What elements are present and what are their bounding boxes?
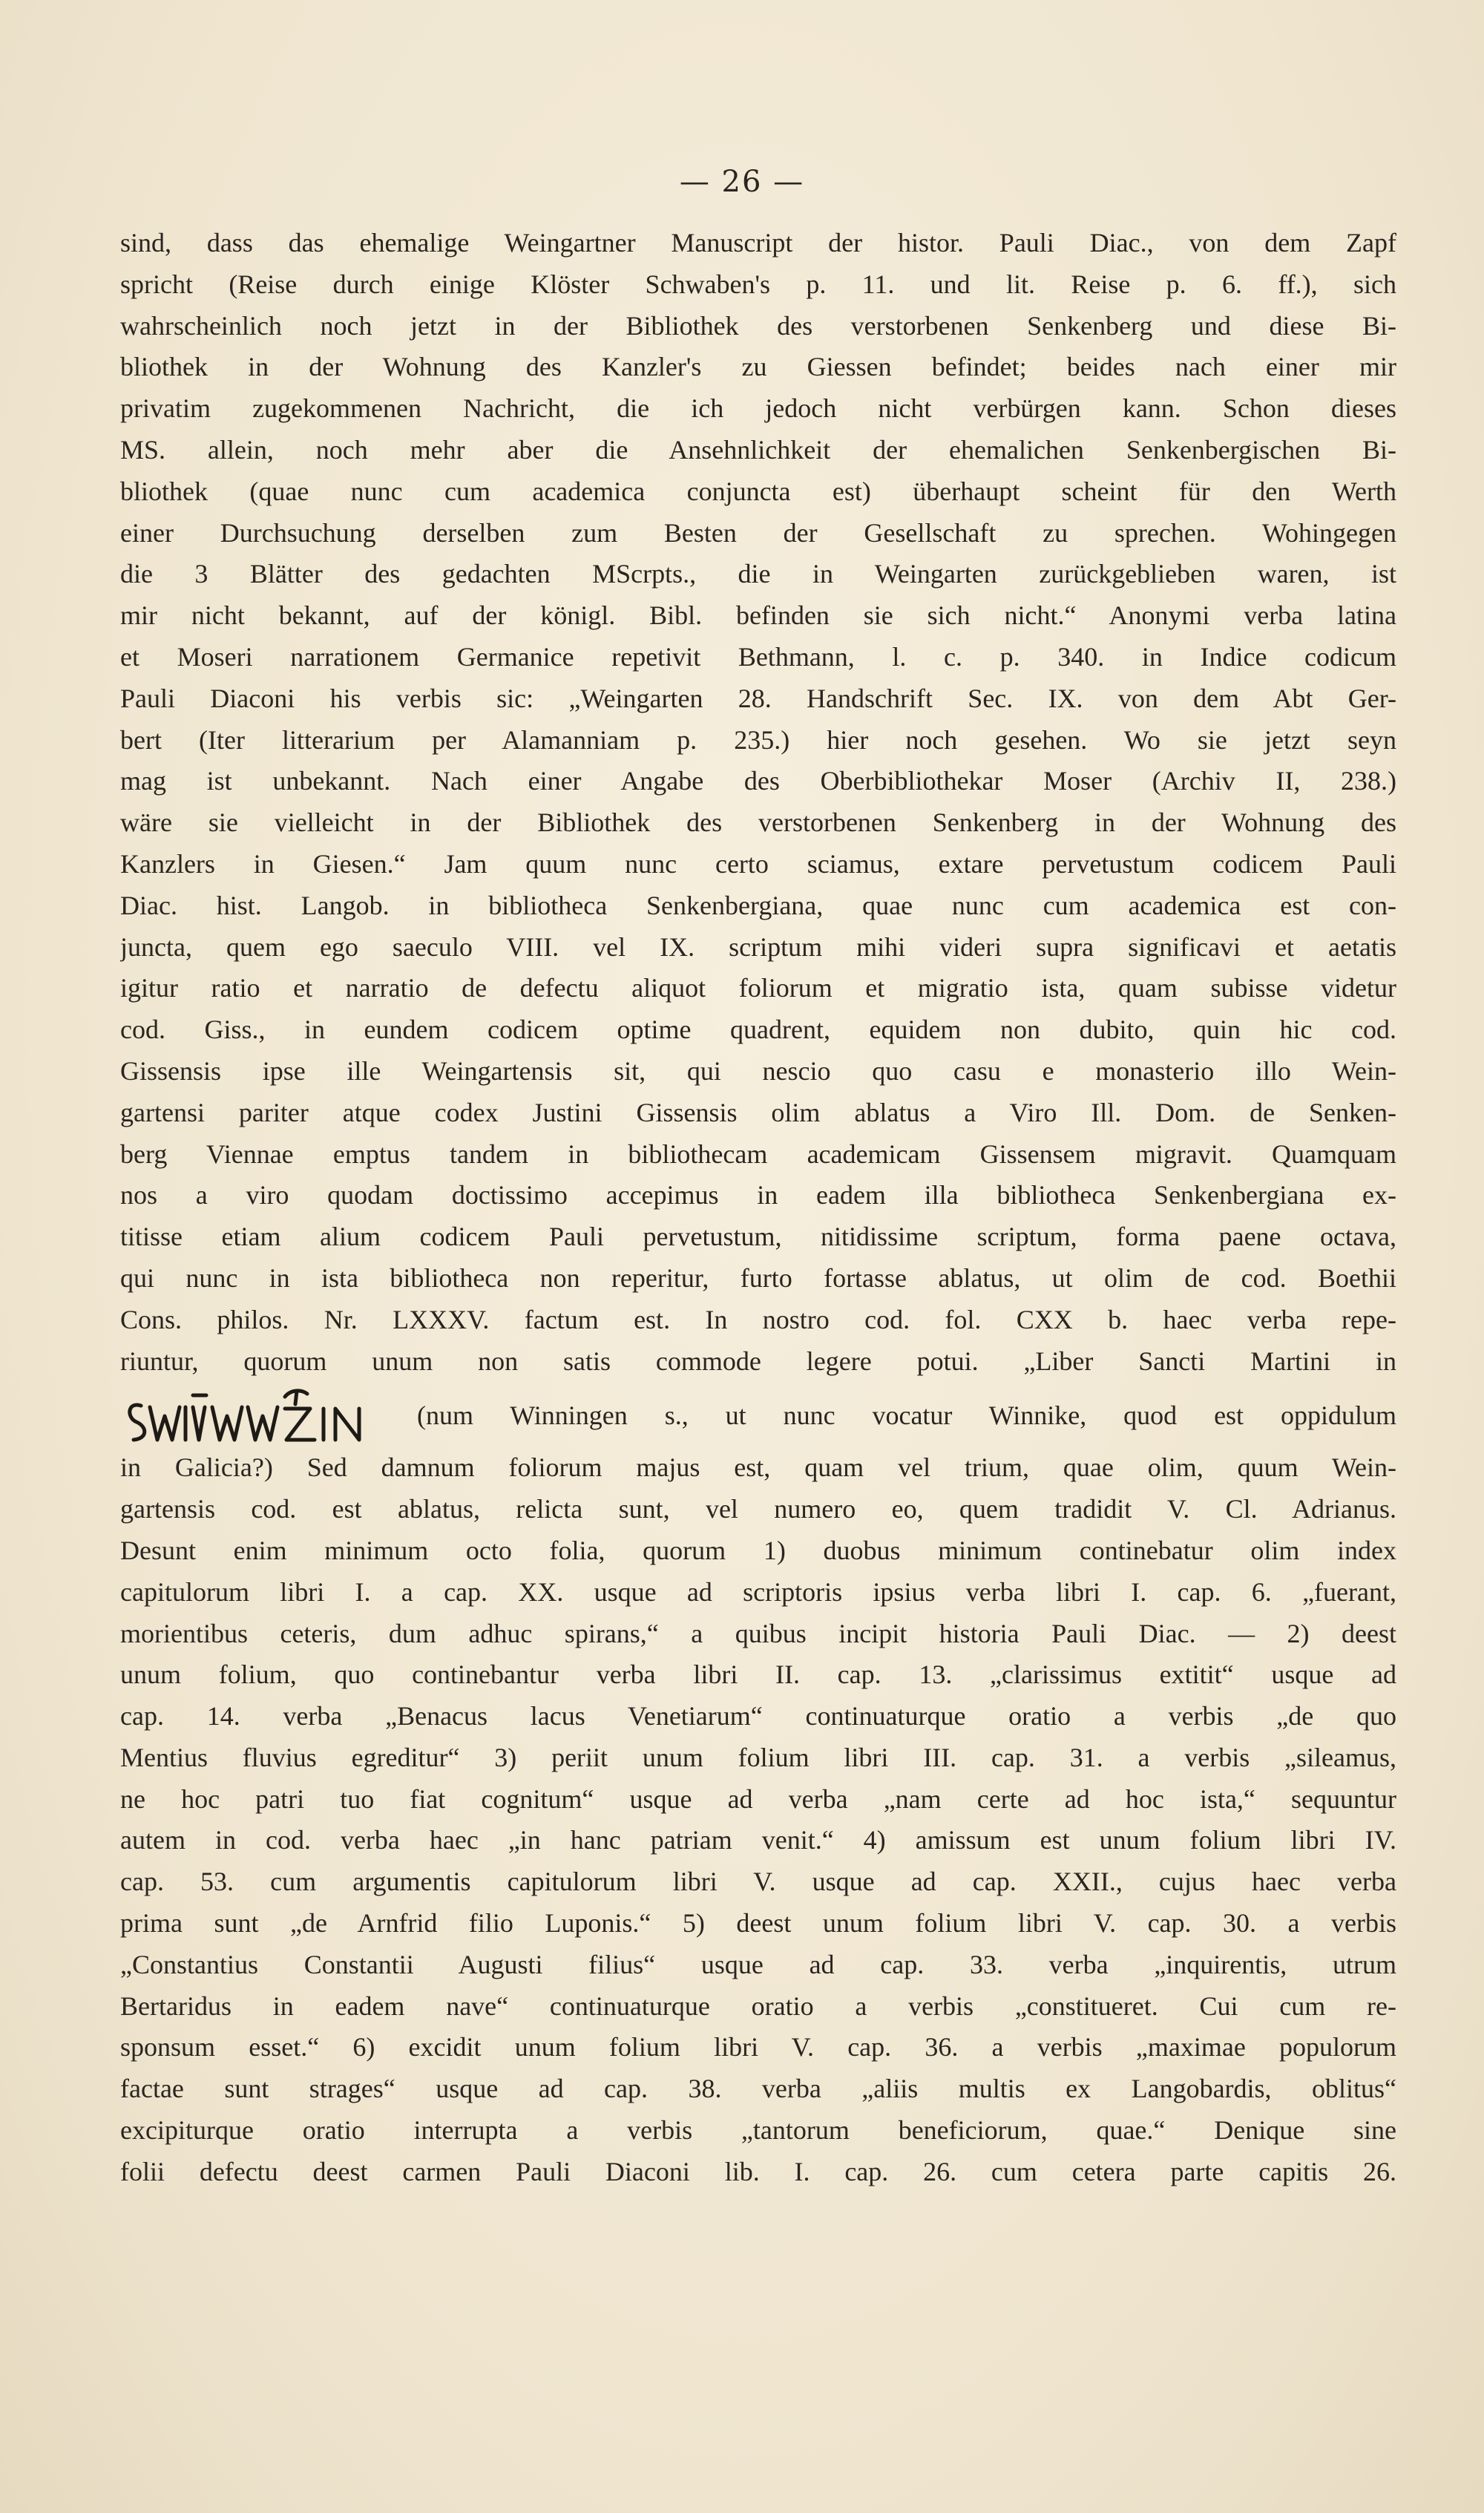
text-line: die 3 Blätter des gedachten MScrpts., die in Weingarten zurückgeblieben waren, ist xyxy=(120,559,1396,589)
text-line: in Galicia?) Sed damnum foliorum majus est, quam vel trium, quae olim, quum Wein- xyxy=(120,1452,1396,1483)
text-line: factae sunt strages“ usque ad cap. 38. verba „aliis multis ex Langobardis, oblitus“ xyxy=(120,2074,1396,2104)
text-line: Diac. hist. Langob. in bibliotheca Senkenbergiana, quae nunc cum academica est con- xyxy=(120,890,1396,920)
text-line: ne hoc patri tuo fiat cognitum“ usque ad verba „nam certe ad hoc ista,“ sequuntur xyxy=(120,1783,1396,1814)
text-line: bert (Iter litterarium per Alamanniam p. 235.) hier noch gesehen. Wo sie jetzt seyn xyxy=(120,724,1396,755)
text-line: gartensis cod. est ablatus, relicta sunt, vel numero eo, quem tradidit V. Cl. Adrianus. xyxy=(120,1494,1396,1524)
text-line: capitulorum libri I. a cap. XX. usque ad scriptoris ipsius verba libri I. cap. 6. „fuerant, xyxy=(120,1576,1396,1607)
paragraph-before-manuscript xyxy=(120,223,1396,1382)
text-line: Gissensis ipse ille Weingartensis sit, qui nescio quo casu e monasterio illo Wein- xyxy=(120,1055,1396,1086)
text-line: sponsum esset.“ 6) excidit unum folium libri V. cap. 36. a verbis „maximae populorum xyxy=(120,2032,1396,2063)
text-line: spricht (Reise durch einige Klöster Schwaben's p. 11. und lit. Reise p. 6. ff.), sich xyxy=(120,269,1396,299)
manuscript-line-text: (num Winningen s., ut nunc vocatur Winnike, quod est oppidulum xyxy=(417,1400,1396,1431)
text-line: „Constantius Constantii Augusti filius“ usque ad cap. 33. verba „inquirentis, utrum xyxy=(120,1949,1396,1979)
text-line: juncta, quem ego saeculo VIII. vel IX. scriptum mihi videri supra significavi et aetatis xyxy=(120,931,1396,962)
text-line: riuntur, quorum unum non satis commode legere potui. „Liber Sancti Martini in xyxy=(120,1346,1396,1376)
text-line: sind, dass das ehemalige Weingartner Manuscript der histor. Pauli Diac., von dem Zapf xyxy=(120,228,1396,258)
text-line: einer Durchsuchung derselben zum Besten der Gesellschaft zu sprechen. Wohingegen xyxy=(120,517,1396,548)
text-line: mag ist unbekannt. Nach einer Angabe des Oberbibliothekar Moser (Archiv II, 238.) xyxy=(120,766,1396,796)
text-line: qui nunc in ista bibliotheca non reperitur, furto fortasse ablatus, ut olim de cod. Boethii xyxy=(120,1262,1396,1293)
text-line: unum folium, quo continebantur verba libri II. cap. 13. „clarissimus extitit“ usque ad xyxy=(120,1660,1396,1690)
text-line: et Moseri narrationem Germanice repetivit Bethmann, l. c. p. 340. in Indice codicum xyxy=(120,641,1396,672)
text-line: Mentius fluvius egreditur“ 3) periit unum folium libri III. cap. 31. a verbis „sileamus, xyxy=(120,1742,1396,1772)
text-line: morientibus ceteris, dum adhuc spirans,“ a quibus incipit historia Pauli Diac. — 2) deest xyxy=(120,1618,1396,1648)
text-line: Bertaridus in eadem nave“ continuaturque oratio a verbis „constitueret. Cui cum re- xyxy=(120,1991,1396,2021)
text-line: igitur ratio et narratio de defectu aliquot foliorum et migratio ista, quam subisse videtur xyxy=(120,973,1396,1003)
text-line: titisse etiam alium codicem Pauli pervetustum, nitidissime scriptum, forma paene octava, xyxy=(120,1222,1396,1252)
text-line: mir nicht bekannt, auf der königl. Bibl. befinden sie sich nicht.“ Anonymi verba latina xyxy=(120,600,1396,631)
text-line: nos a viro quodam doctissimo accepimus in eadem illa bibliotheca Senkenbergiana ex- xyxy=(120,1180,1396,1210)
text-line: folii defectu deest carmen Pauli Diaconi lib. I. cap. 26. cum cetera parte capitis 26. xyxy=(120,2156,1396,2186)
text-line: bliothek in der Wohnung des Kanzler's zu Giessen befindet; beides nach einer mir xyxy=(120,352,1396,382)
text-line: wäre sie vielleicht in der Bibliothek des verstorbenen Senkenberg in der Wohnung des xyxy=(120,807,1396,838)
text-line: prima sunt „de Arnfrid filio Luponis.“ 5) deest unum folium libri V. cap. 30. a verbis xyxy=(120,1908,1396,1939)
text-line: Pauli Diaconi his verbis sic: „Weingarten 28. Handschrift Sec. IX. von dem Abt Ger- xyxy=(120,683,1396,713)
text-line: cap. 14. verba „Benacus lacus Venetiarum“ continuaturque oratio a verbis „de quo xyxy=(120,1701,1396,1731)
text-line: autem in cod. verba haec „in hanc patriam venit.“ 4) amissum est unum folium libri IV. xyxy=(120,1825,1396,1855)
text-line: privatim zugekommenen Nachricht, die ich jedoch nicht verbürgen kann. Schon dieses xyxy=(120,393,1396,424)
text-line: bliothek (quae nunc cum academica conjuncta est) überhaupt scheint für den Werth xyxy=(120,476,1396,506)
text-line: excipiturque oratio interrupta a verbis „tantorum beneficiorum, quae.“ Denique sine xyxy=(120,2115,1396,2146)
text-line: berg Viennae emptus tandem in bibliothecam academicam Gissensem migravit. Quamquam xyxy=(120,1138,1396,1169)
manuscript-script-image xyxy=(120,1385,417,1444)
text-line: cod. Giss., in eundem codicem optime quadrent, equidem non dubito, quin hic cod. xyxy=(120,1015,1396,1045)
paragraph-after-manuscript xyxy=(120,1447,1396,2192)
text-line: Kanzlers in Giesen.“ Jam quum nunc certo sciamus, extare pervetustum codicem Pauli xyxy=(120,848,1396,879)
text-line: wahrscheinlich noch jetzt in der Bibliothek des verstorbenen Senkenberg und diese Bi- xyxy=(120,310,1396,341)
text-line: Cons. philos. Nr. LXXXV. factum est. In nostro cod. fol. CXX b. haec verba repe- xyxy=(120,1304,1396,1334)
text-line: cap. 53. cum argumentis capitulorum libri V. usque ad cap. XXII., cujus haec verba xyxy=(120,1867,1396,1897)
text-line: gartensi pariter atque codex Justini Gissensis olim ablatus a Viro Ill. Dom. de Senken- xyxy=(120,1097,1396,1127)
text-line: MS. allein, noch mehr aber die Ansehnlichkeit der ehemalichen Senkenbergischen Bi- xyxy=(120,434,1396,465)
manuscript-line xyxy=(120,1385,1396,1444)
body-text xyxy=(120,223,1396,2193)
text-line: Desunt enim minimum octo folia, quorum 1) duobus minimum continebatur olim index xyxy=(120,1535,1396,1565)
page-number: — 26 — xyxy=(679,165,805,199)
